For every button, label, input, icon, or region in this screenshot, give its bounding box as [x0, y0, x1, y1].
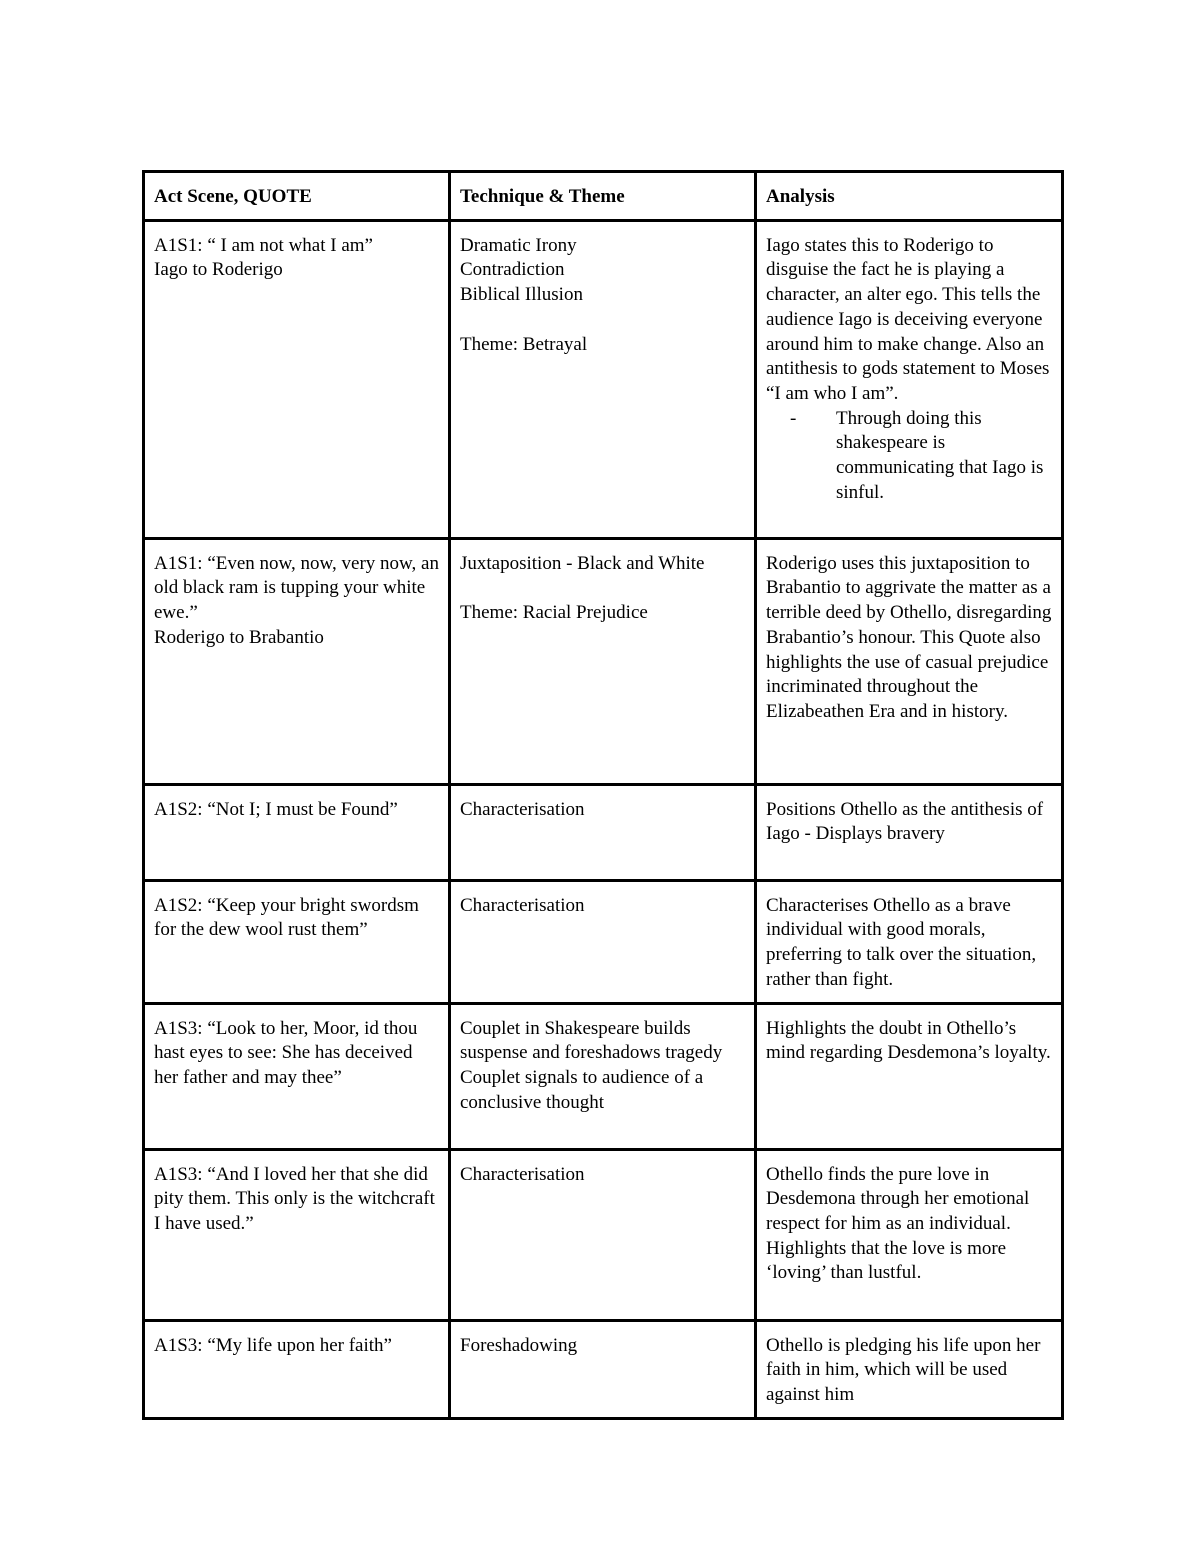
quote-line: A1S1: “ I am not what I am” [154, 234, 373, 256]
technique-line: Dramatic Irony [460, 234, 577, 256]
analysis-text: Characterises Othello as a brave individual with good morals, preferring to talk over the situation, rather than fight. [766, 894, 1037, 990]
analysis-bullet-list [766, 407, 1052, 506]
table-row [144, 220, 1063, 538]
header-technique-theme: Technique & Theme [450, 172, 756, 221]
analysis-cell [756, 1320, 1063, 1418]
table-row [144, 1320, 1063, 1418]
technique-cell [450, 880, 756, 1003]
technique-cell [450, 1003, 756, 1149]
quote-cell [144, 784, 450, 880]
quote-line: A1S3: “Look to her, Moor, id thou hast eyes to see: She has deceived her father and may thee” [154, 1017, 418, 1088]
header-analysis: Analysis [756, 172, 1063, 221]
analysis-text: Othello finds the pure love in Desdemona through her emotional respect for him as an individual. Highlights that the love is more ‘loving’ than lustful. [766, 1163, 1030, 1284]
technique-line: Couplet signals to audience of a conclusive thought [460, 1066, 704, 1113]
quote-line: A1S3: “My life upon her faith” [154, 1334, 392, 1356]
analysis-bullet [790, 407, 1052, 506]
quote-analysis-table [142, 170, 1064, 1420]
technique-line: Biblical Illusion [460, 284, 583, 306]
blank-line [460, 576, 745, 601]
technique-line: Juxtaposition - Black and White [460, 552, 705, 574]
quote-cell [144, 1003, 450, 1149]
table-row [144, 784, 1063, 880]
technique-line: Contradiction [460, 259, 565, 281]
table-row [144, 1003, 1063, 1149]
technique-cell [450, 784, 756, 880]
technique-cell [450, 538, 756, 784]
quote-cell [144, 538, 450, 784]
analysis-cell [756, 1149, 1063, 1320]
technique-cell [450, 220, 756, 538]
header-act-scene-quote: Act Scene, QUOTE [144, 172, 450, 221]
analysis-bullet-text: Through doing this shakespeare is communicating that Iago is sinful. [836, 407, 1044, 503]
technique-line: Characterisation [460, 894, 585, 916]
table-row [144, 880, 1063, 1003]
analysis-cell [756, 784, 1063, 880]
technique-line: Theme: Racial Prejudice [460, 602, 648, 624]
analysis-cell [756, 220, 1063, 538]
blank-line [460, 308, 745, 333]
technique-cell [450, 1320, 756, 1418]
technique-cell [450, 1149, 756, 1320]
technique-line: Characterisation [460, 798, 585, 820]
technique-line: Characterisation [460, 1163, 585, 1185]
quote-line: A1S2: “Keep your bright swordsm for the dew wool rust them” [154, 894, 419, 941]
quote-cell [144, 220, 450, 538]
table-row [144, 1149, 1063, 1320]
quote-cell [144, 1320, 450, 1418]
analysis-text: Roderigo uses this juxtaposition to Brabantio to aggrivate the matter as a terrible deed by Othello, disregarding Brabantio’s honour. This Quote also highlights the use of casual prejudice incriminated throughout the Elizabeathen Era and in history. [766, 552, 1052, 722]
technique-line: Foreshadowing [460, 1334, 578, 1356]
analysis-cell [756, 1003, 1063, 1149]
analysis-text: Othello is pledging his life upon her faith in him, which will be used against him [766, 1334, 1041, 1405]
technique-line: Theme: Betrayal [460, 333, 588, 355]
quote-line: A1S2: “Not I; I must be Found” [154, 798, 398, 820]
dash-bullet-icon: - [790, 407, 797, 429]
analysis-text: Iago states this to Roderigo to disguise the fact he is playing a character, an alter ego. This tells the audience Iago is deceiving everyone around him to make change. Also an antithesis to gods statement to Moses “I am who I am”. [766, 234, 1050, 404]
quote-cell [144, 880, 450, 1003]
analysis-cell [756, 880, 1063, 1003]
quote-line: Iago to Roderigo [154, 259, 283, 281]
analysis-text: Highlights the doubt in Othello’s mind regarding Desdemona’s loyalty. [766, 1017, 1051, 1064]
analysis-text: Positions Othello as the antithesis of Iago - Displays bravery [766, 798, 1044, 845]
table-body [144, 220, 1063, 1418]
table-row [144, 538, 1063, 784]
quote-cell [144, 1149, 450, 1320]
analysis-cell [756, 538, 1063, 784]
technique-line: Couplet in Shakespeare builds suspense and foreshadows tragedy [460, 1017, 723, 1064]
quote-line: Roderigo to Brabantio [154, 626, 324, 648]
quote-line: A1S1: “Even now, now, very now, an old black ram is tupping your white ewe.” [154, 552, 439, 624]
quote-line: A1S3: “And I loved her that she did pity them. This only is the witchcraft I have used.” [154, 1163, 435, 1234]
header-row [144, 172, 1063, 221]
